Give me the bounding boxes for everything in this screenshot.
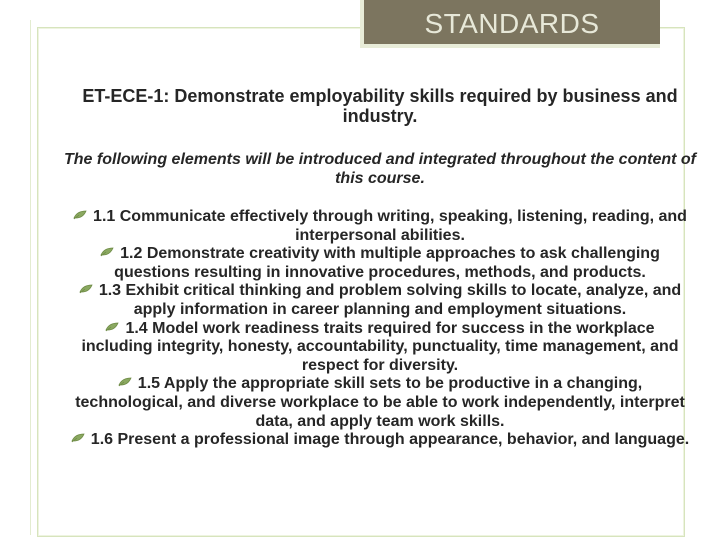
leaf-bullet-icon — [118, 377, 132, 387]
leaf-bullet-icon — [100, 247, 114, 257]
list-item — [70, 320, 690, 376]
standards-list — [70, 208, 690, 450]
slide-title: STANDARDS — [360, 0, 660, 48]
leaf-bullet-icon — [71, 433, 85, 443]
list-item-text: 1.5 Apply the appropriate skill sets to be productive in a changing, technological, and diverse workplace to be able to work independently, interpret data, and apply team work skills. — [75, 375, 685, 430]
list-item-text: 1.2 Demonstrate creativity with multiple approaches to ask challenging questions resulting in innovative procedures, methods, and products. — [114, 245, 660, 281]
leaf-bullet-icon — [105, 322, 119, 332]
standard-heading: ET-ECE-1: Demonstrate employability skills required by business and industry. — [82, 86, 678, 126]
list-item — [70, 245, 690, 282]
list-item — [70, 431, 690, 450]
intro-text: The following elements will be introduced and integrated throughout the content of this course. — [64, 151, 696, 187]
list-item-text: 1.6 Present a professional image through appearance, behavior, and language. — [90, 431, 690, 449]
leaf-bullet-icon — [73, 210, 87, 220]
list-item-text: 1.4 Model work readiness traits required for success in the workplace including integrity, honesty, accountability, punctuality, time management, and respect for diversity. — [81, 319, 679, 374]
list-item — [70, 375, 690, 431]
list-item-text: 1.3 Exhibit critical thinking and problem solving skills to locate, analyze, and apply information in career planning and employment situations. — [98, 282, 682, 318]
list-item-text: 1.1 Communicate effectively through writing, speaking, listening, reading, and interpersonal abilities. — [93, 208, 687, 244]
leaf-bullet-icon — [79, 284, 93, 294]
list-item — [70, 282, 690, 319]
list-item — [70, 208, 690, 245]
